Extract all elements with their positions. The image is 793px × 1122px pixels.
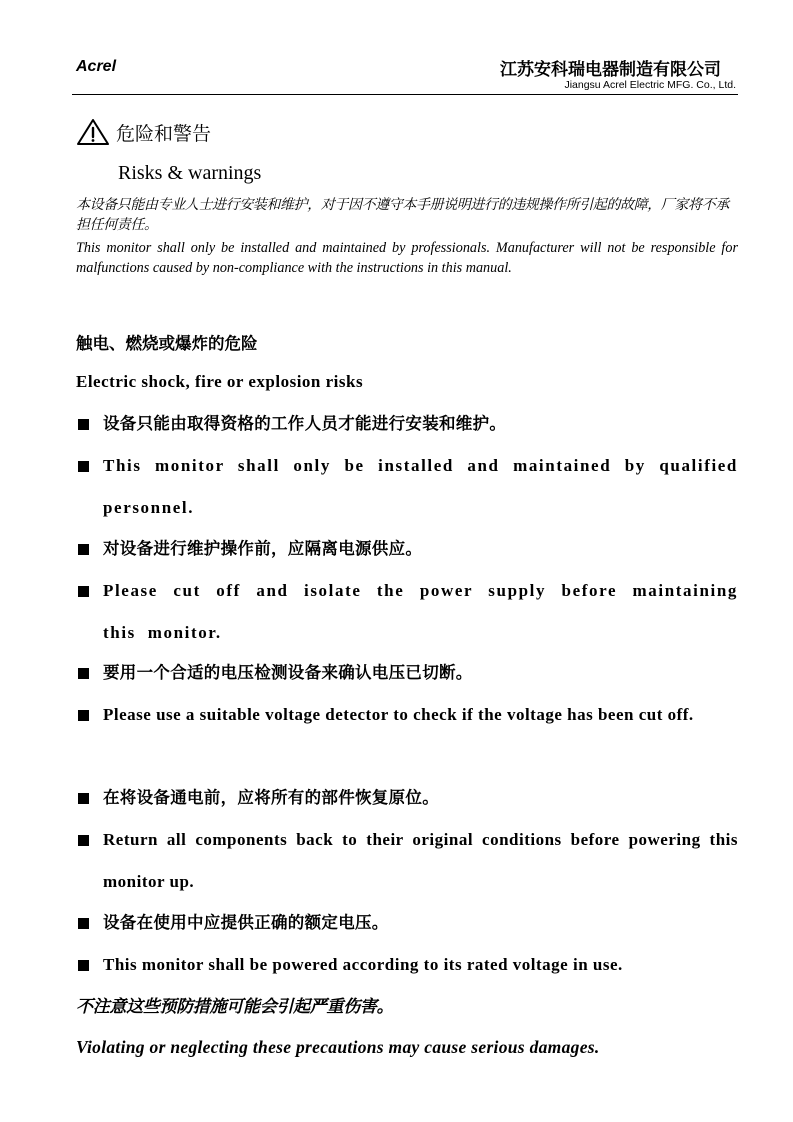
- bullet-text: 设备只能由取得资格的工作人员才能进行安装和维护。: [103, 414, 507, 433]
- bullet-square-icon: [78, 835, 89, 846]
- bullet-item: [76, 944, 738, 986]
- bullet-item: [76, 819, 738, 903]
- bullet-item: [76, 902, 738, 944]
- intro-text-zh: 本设备只能由专业人士进行安装和维护，对于因不遵守本手册说明进行的违规操作所引起的故障，厂家将不承担任何责任。: [76, 197, 729, 233]
- warning-triangle-icon: [76, 118, 110, 146]
- bullet-text: 设备在使用中应提供正确的额定电压。: [103, 913, 389, 932]
- warning-title-zh: 危险和警告: [116, 122, 212, 145]
- bullet-item: [76, 570, 738, 654]
- section-heading-en: Electric shock, fire or explosion risks: [76, 372, 364, 391]
- bullet-text: 对设备进行维护操作前，应隔离电源供应。: [103, 539, 423, 558]
- bullet-text: 要用一个合适的电压检测设备来确认电压已切断。: [103, 663, 473, 682]
- company-logo: Acrel: [76, 58, 117, 75]
- bullet-item: [76, 528, 738, 570]
- bullet-text: This monitor shall be powered according to its rated voltage in use.: [103, 955, 623, 974]
- bullet-text: 在将设备通电前，应将所有的部件恢复原位。: [103, 788, 439, 807]
- company-name-zh: 江苏安科瑞电器制造有限公司: [500, 60, 721, 80]
- intro-text-en: This monitor shall only be installed and maintained by professionals. Manufacturer will not be responsible for malfunctions caused by non-compliance with the instructions in this manual.: [76, 240, 738, 276]
- bullet-text: Please cut off and isolate the power supply before maintaining this monitor.: [103, 581, 738, 642]
- bullet-item: [76, 694, 738, 736]
- bullet-item: [76, 777, 738, 819]
- bullet-text: This monitor shall only be installed and maintained by qualified personnel.: [103, 456, 738, 517]
- bullet-square-icon: [78, 419, 89, 430]
- company-name-en: Jiangsu Acrel Electric MFG. Co., Ltd.: [564, 79, 736, 91]
- final-warning-zh: 不注意这些预防措施可能会引起严重伤害。: [76, 997, 394, 1017]
- bullet-text: Please use a suitable voltage detector to check if the voltage has been cut off.: [103, 705, 694, 724]
- bullet-item: [76, 445, 738, 529]
- bullet-square-icon: [78, 544, 89, 555]
- bullet-square-icon: [78, 710, 89, 721]
- warning-title-en: Risks & warnings: [118, 162, 262, 184]
- bullet-square-icon: [78, 586, 89, 597]
- bullet-square-icon: [78, 960, 89, 971]
- bullet-square-icon: [78, 918, 89, 929]
- warning-title: [76, 118, 211, 146]
- bullet-item: [76, 403, 738, 445]
- bullet-text: Return all components back to their original conditions before powering this monitor up.: [103, 830, 738, 891]
- header-divider: [72, 94, 738, 95]
- final-warning-en: Violating or neglecting these precautions may cause serious damages.: [76, 1037, 600, 1057]
- bullet-square-icon: [78, 668, 89, 679]
- bullet-square-icon: [78, 461, 89, 472]
- section-heading-zh: 触电、燃烧或爆炸的危险: [76, 334, 258, 353]
- bullet-square-icon: [78, 793, 89, 804]
- bullet-item: [76, 652, 738, 694]
